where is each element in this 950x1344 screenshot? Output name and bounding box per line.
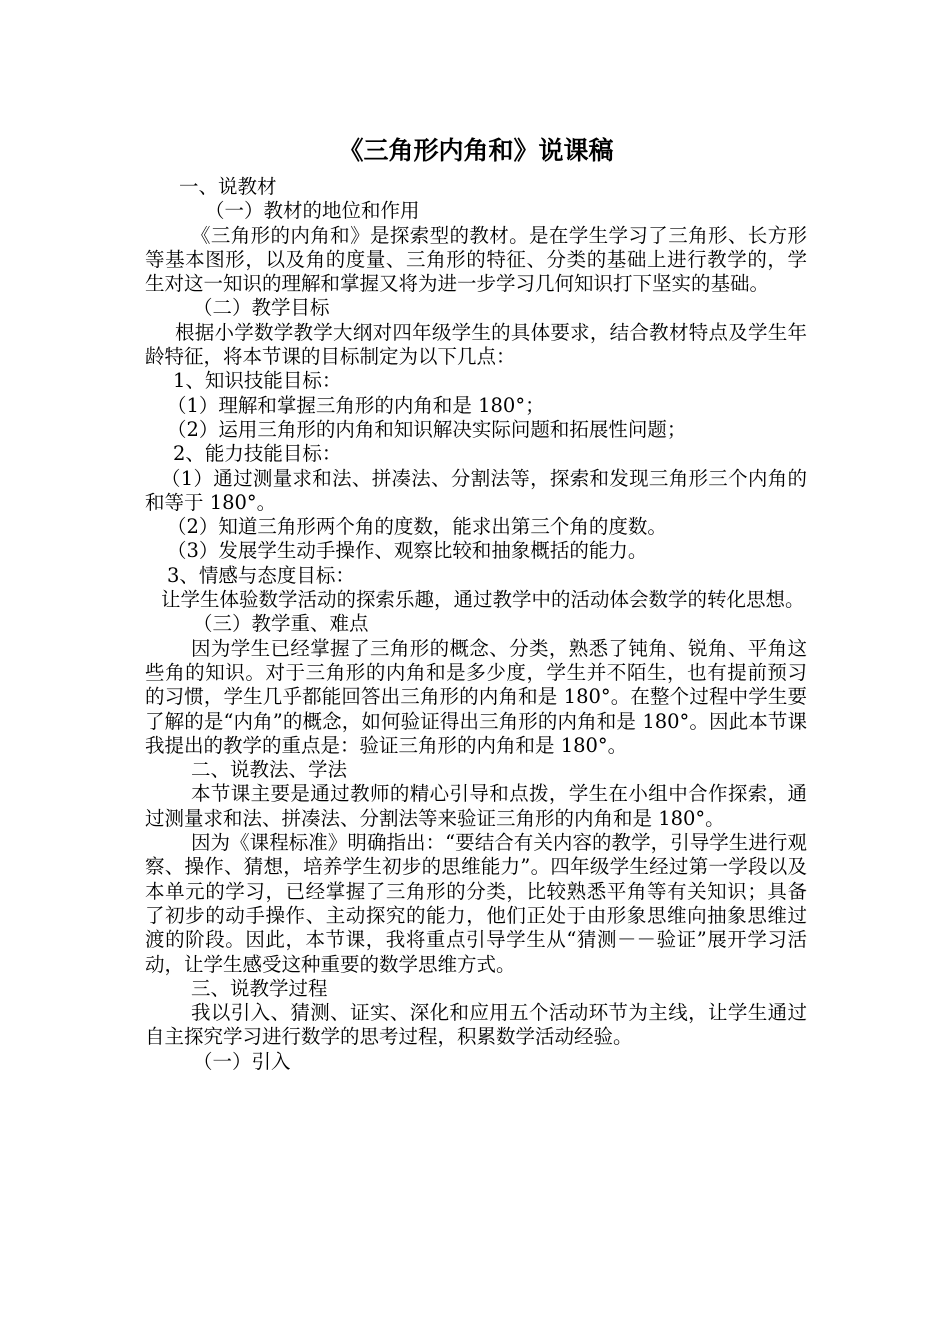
section-heading: 一、说教材 [179, 175, 277, 198]
goal-heading: 3、情感与态度目标： [167, 563, 355, 587]
paragraph: 《三角形的内角和》是探索型的教材。是在学生学习了三角形、长方形等基本图形，以及角的度量、三角形的特征、分类的基础上进行教学的，学生对这一知识的理解和掌握又将为进一步学习几何知识打下坚实的基础。 [145, 223, 807, 296]
paragraph: 我以引入、猜测、证实、深化和应用五个活动环节为主线，让学生通过自主探究学习进行数学的思考过程，积累数学活动经验。 [145, 1001, 807, 1049]
goal-heading: 2、能力技能目标： [173, 442, 342, 466]
document-page [145, 133, 807, 1074]
document-title: 《三角形内角和》说课稿 [338, 136, 614, 165]
subsection-heading: （一）教材的地位和作用 [205, 199, 420, 223]
subsection-heading: （二）教学目标 [193, 296, 330, 320]
goal-item: （2）运用三角形的内角和知识解决实际问题和拓展性问题； [167, 417, 687, 441]
goal-item: （2）知道三角形两个角的度数，能求出第三个角的度数。 [167, 515, 667, 539]
paragraph: 让学生体验数学活动的探索乐趣，通过教学中的活动体会数学的转化思想。 [161, 588, 805, 612]
subsection-heading: （三）教学重、难点 [193, 612, 369, 636]
goal-item: （1）理解和掌握三角形的内角和是 180°； [167, 393, 545, 417]
paragraph: 因为学生已经掌握了三角形的概念、分类，熟悉了钝角、锐角、平角这些角的知识。对于三角形的内角和是多少度，学生并不陌生，也有提前预习的习惯，学生几乎都能回答出三角形的内角和是 180°。在整个过程中学生要了解的是“内角”的概念，如何验证得出三角形的内角和是 180°。因此本节课我提出的教学的重点是：验证三角形的内角和是 180°。 [145, 636, 807, 757]
paragraph: 根据小学数学教学大纲对四年级学生的具体要求，结合教材特点及学生年龄特征，将本节课的目标制定为以下几点： [145, 320, 807, 369]
goal-heading: 1、知识技能目标： [173, 369, 342, 393]
section-heading: 二、说教法、学法 [191, 758, 348, 782]
subsection-heading: （一）引入 [193, 1049, 291, 1073]
goal-item: （1）通过测量求和法、拼凑法、分割法等，探索和发现三角形三个内角的和等于 180°。 [145, 466, 807, 514]
paragraph: 本节课主要是通过教师的精心引导和点拨，学生在小组中合作探索，通过测量求和法、拼凑法、分割法等来验证三角形的内角和是 180°。 [145, 782, 807, 830]
section-heading: 三、说教学过程 [191, 976, 328, 1000]
paragraph: 因为《课程标准》明确指出：“要结合有关内容的教学，引导学生进行观察、操作、猜想，培养学生初步的思维能力”。四年级学生经过第一学段以及本单元的学习，已经掌握了三角形的分类，比较熟悉平角等有关知识；具备了初步的动手操作、主动探究的能力，他们正处于由形象思维向抽象思维过渡的阶段。因此，本节课，我将重点引导学生从“猜测－－验证”展开学习活动，让学生感受这种重要的数学思维方式。 [145, 831, 807, 976]
goal-item: （3）发展学生动手操作、观察比较和抽象概括的能力。 [167, 539, 648, 563]
